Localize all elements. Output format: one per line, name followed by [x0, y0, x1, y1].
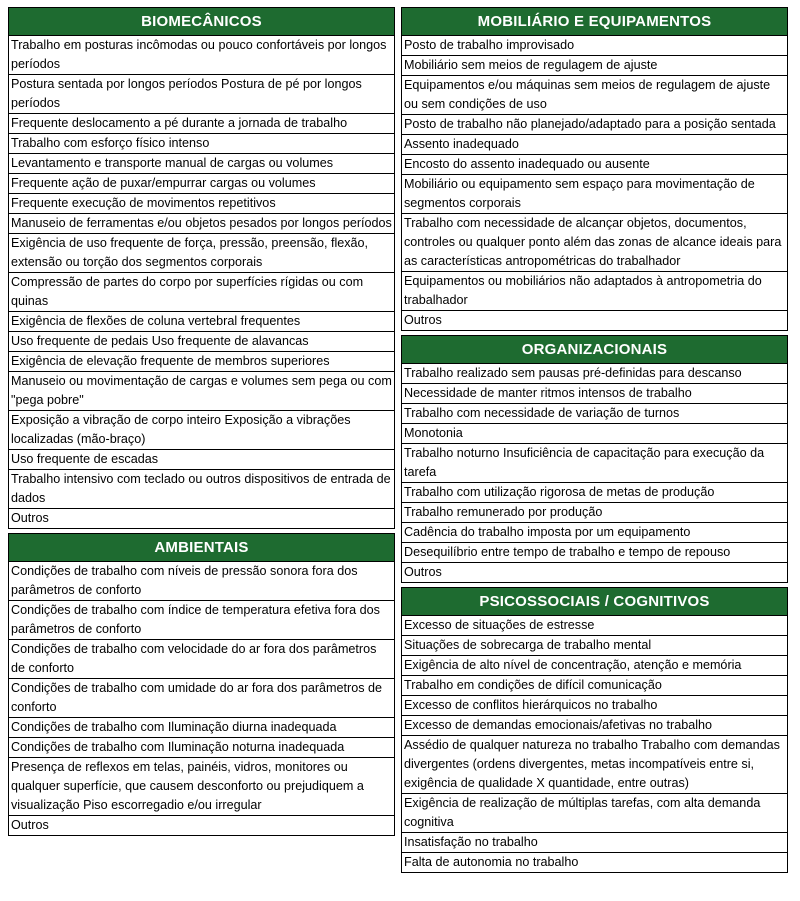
list-item: Condições de trabalho com velocidade do ar fora dos parâmetros de conforto — [9, 639, 394, 678]
list-item: Desequilíbrio entre tempo de trabalho e tempo de repouso — [402, 542, 787, 562]
list-item: Compressão de partes do corpo por superfícies rígidas ou com quinas — [9, 272, 394, 311]
list-item: Insatisfação no trabalho — [402, 832, 787, 852]
section-title: ORGANIZACIONAIS — [402, 336, 787, 364]
right-column — [401, 7, 788, 877]
list-item: Assento inadequado — [402, 134, 787, 154]
list-item: Condições de trabalho com Iluminação noturna inadequada — [9, 737, 394, 757]
list-item: Frequente execução de movimentos repetitivos — [9, 193, 394, 213]
list-item: Trabalho em posturas incômodas ou pouco confortáveis por longos períodos — [11, 38, 387, 71]
list-item: Manuseio ou movimentação de cargas e volumes sem pega ou com "pega pobre" — [9, 371, 394, 410]
item-list — [9, 36, 394, 528]
list-item: Uso frequente de escadas — [9, 449, 394, 469]
list-item: Postura sentada por longos períodos Postura de pé por longos períodos — [9, 74, 394, 113]
item-list — [402, 36, 787, 330]
list-item: Exigência de flexões de coluna vertebral frequentes — [9, 311, 394, 331]
section-biomecanicos — [8, 7, 395, 529]
list-item: Frequente ação de puxar/empurrar cargas ou volumes — [9, 173, 394, 193]
section-title: PSICOSSOCIAIS / COGNITIVOS — [402, 588, 787, 616]
list-item: Monotonia — [402, 423, 787, 443]
list-item: Assédio de qualquer natureza no trabalho Trabalho com demandas divergentes (ordens divergentes, metas incompatíveis entre si, exigência de qualidade X quantidade, entre outras) — [402, 735, 787, 793]
list-item: Exigência de elevação frequente de membros superiores — [9, 351, 394, 371]
list-item: Condições de trabalho com umidade do ar fora dos parâmetros de conforto — [9, 678, 394, 717]
item-list — [402, 364, 787, 582]
list-item: Trabalho com necessidade de alcançar objetos, documentos, controles ou qualquer ponto além das zonas de alcance ideais para as características antropométricas do trabalhador — [402, 213, 787, 271]
section-organizacionais — [401, 335, 788, 583]
list-item: Trabalho noturno Insuficiência de capacitação para execução da tarefa — [402, 443, 787, 482]
section-psicossociais-cognitivos — [401, 587, 788, 873]
list-item: Trabalho intensivo com teclado ou outros dispositivos de entrada de dados — [9, 469, 394, 508]
list-item: Excesso de conflitos hierárquicos no trabalho — [402, 695, 787, 715]
list-item: Posto de trabalho improvisado — [404, 38, 575, 52]
list-item: Condições de trabalho com níveis de pressão sonora fora dos parâmetros de conforto — [11, 564, 358, 597]
section-mobiliario-equipamentos — [401, 7, 788, 331]
section-ambientais — [8, 533, 395, 836]
list-item: Mobiliário sem meios de regulagem de ajuste — [402, 55, 787, 75]
list-item: Outros — [402, 310, 787, 330]
list-item: Outros — [402, 562, 787, 582]
list-item: Exigência de alto nível de concentração, atenção e memória — [402, 655, 787, 675]
list-item: Outros — [9, 508, 394, 528]
list-item: Equipamentos ou mobiliários não adaptados à antropometria do trabalhador — [402, 271, 787, 310]
list-item: Trabalho com utilização rigorosa de metas de produção — [402, 482, 787, 502]
list-item: Cadência do trabalho imposta por um equipamento — [402, 522, 787, 542]
list-item: Excesso de demandas emocionais/afetivas no trabalho — [402, 715, 787, 735]
list-item: Trabalho com necessidade de variação de turnos — [402, 403, 787, 423]
list-item: Trabalho com esforço físico intenso — [9, 133, 394, 153]
list-item: Presença de reflexos em telas, painéis, vidros, monitores ou qualquer superfície, que causem desconforto ou prejudiquem a visualização Piso escorregadio e/ou irregular — [9, 757, 394, 815]
list-item: Manuseio de ferramentas e/ou objetos pesados por longos períodos — [9, 213, 394, 233]
list-item: Excesso de situações de estresse — [404, 618, 595, 632]
list-item: Condições de trabalho com Iluminação diurna inadequada — [9, 717, 394, 737]
section-title: AMBIENTAIS — [9, 534, 394, 562]
list-item: Posto de trabalho não planejado/adaptado para a posição sentada — [402, 114, 787, 134]
section-title: BIOMECÂNICOS — [9, 8, 394, 36]
list-item: Encosto do assento inadequado ou ausente — [402, 154, 787, 174]
list-item: Outros — [9, 815, 394, 835]
list-item: Exposição a vibração de corpo inteiro Exposição a vibrações localizadas (mão-braço) — [9, 410, 394, 449]
list-item: Falta de autonomia no trabalho — [402, 852, 787, 872]
list-item: Uso frequente de pedais Uso frequente de alavancas — [9, 331, 394, 351]
list-item: Trabalho realizado sem pausas pré-definidas para descanso — [404, 366, 742, 380]
list-item: Exigência de realização de múltiplas tarefas, com alta demanda cognitiva — [402, 793, 787, 832]
list-item: Trabalho em condições de difícil comunicação — [402, 675, 787, 695]
list-item: Trabalho remunerado por produção — [402, 502, 787, 522]
left-column — [8, 7, 395, 840]
list-item: Mobiliário ou equipamento sem espaço para movimentação de segmentos corporais — [402, 174, 787, 213]
list-item: Frequente deslocamento a pé durante a jornada de trabalho — [9, 113, 394, 133]
list-item: Situações de sobrecarga de trabalho mental — [402, 635, 787, 655]
item-list — [9, 562, 394, 835]
list-item: Exigência de uso frequente de força, pressão, preensão, flexão, extensão ou torção dos segmentos corporais — [9, 233, 394, 272]
list-item: Condições de trabalho com índice de temperatura efetiva fora dos parâmetros de conforto — [9, 600, 394, 639]
list-item: Necessidade de manter ritmos intensos de trabalho — [402, 383, 787, 403]
list-item: Levantamento e transporte manual de cargas ou volumes — [9, 153, 394, 173]
section-title: MOBILIÁRIO E EQUIPAMENTOS — [402, 8, 787, 36]
list-item: Equipamentos e/ou máquinas sem meios de regulagem de ajuste ou sem condições de uso — [402, 75, 787, 114]
item-list — [402, 616, 787, 872]
